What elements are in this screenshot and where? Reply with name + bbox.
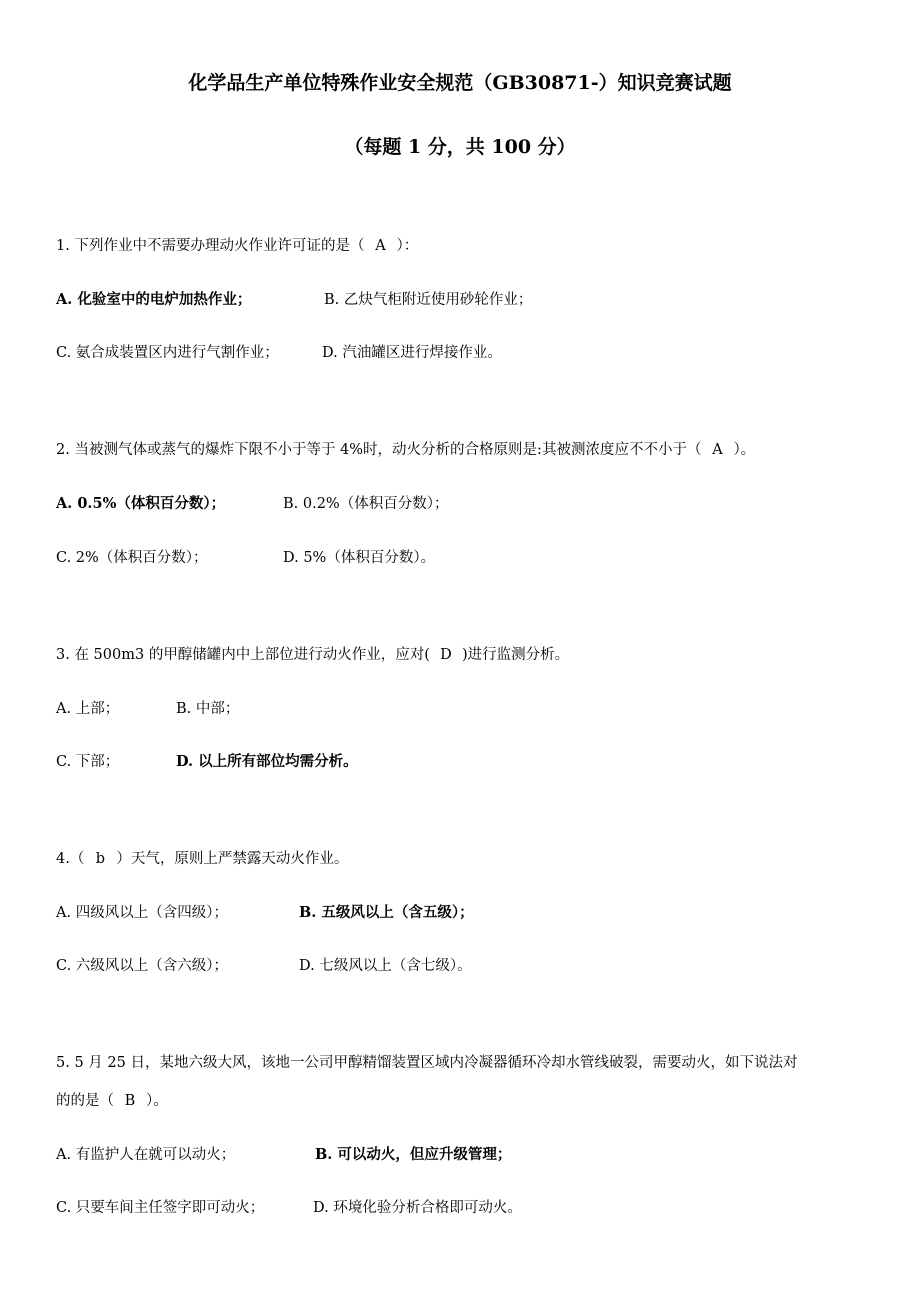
answer-mark: A	[712, 442, 723, 458]
document-subtitle: （每题 1 分，共 100 分）	[344, 136, 576, 158]
question-stem-text: 1. 下列作业中不需要办理动火作业许可证的是（	[56, 238, 365, 254]
question-stem-text: ）。	[146, 1093, 168, 1109]
question-1-stem	[56, 236, 418, 256]
question-stem-text: ）。	[733, 442, 756, 458]
question-3-option-a: A. 上部；	[56, 701, 120, 717]
answer-mark: b	[95, 851, 105, 867]
question-stem-text: 的的是（	[56, 1093, 114, 1109]
question-5-stem-line-2	[56, 1091, 168, 1111]
answer-mark: D	[440, 647, 452, 663]
question-stem-text: )进行监测分析。	[461, 647, 570, 663]
question-4-option-c: C. 六级风以上（含六级）；	[56, 958, 229, 974]
question-5-option-c: C. 只要车间主任签字即可动火；	[56, 1200, 265, 1216]
question-5-option-b: B. 可以动火，但应升级管理；	[315, 1146, 512, 1163]
question-1-option-d: D. 汽油罐区进行焊接作业。	[322, 345, 502, 361]
question-stem-text: 3. 在 500m3 的甲醇储罐内中上部位进行动火作业，应对(	[56, 647, 430, 663]
question-stem-text: 2. 当被测气体或蒸气的爆炸下限不小于等于 4%时，动火分析的合格原则是:其被测浓度应不不小于（	[56, 442, 702, 458]
question-2-option-b: B. 0.2%（体积百分数）；	[283, 496, 449, 512]
question-4-stem	[56, 849, 348, 869]
question-3-option-c: C. 下部；	[56, 754, 120, 770]
question-5-option-d: D. 环境化验分析合格即可动火。	[313, 1200, 522, 1216]
question-4-option-b: B. 五级风以上（含五级）；	[299, 904, 474, 921]
question-3-option-b: B. 中部；	[176, 701, 240, 717]
document-title: 化学品生产单位特殊作业安全规范（GB30871-）知识竞赛试题	[188, 72, 732, 94]
question-5-option-a: A. 有监护人在就可以动火；	[56, 1147, 236, 1163]
question-3-option-d: D. 以上所有部位均需分析。	[176, 753, 358, 770]
question-1-option-b: B. 乙炔气柜附近使用砂轮作业；	[324, 292, 533, 308]
question-2-option-a: A. 0.5%（体积百分数）；	[56, 495, 226, 512]
question-1-option-c: C. 氨合成装置区内进行气割作业；	[56, 345, 279, 361]
question-stem-text: ）：	[396, 238, 419, 254]
question-2-option-d: D. 5%（体积百分数）。	[283, 550, 436, 566]
question-3-stem	[56, 645, 569, 665]
question-5-stem-line-1: 5. 5 月 25 日，某地六级大风，该地一公司甲醇精馏装置区域内冷凝器循环冷却水管线破裂，需要动火，如下说法对	[56, 1055, 798, 1071]
question-4-option-a: A. 四级风以上（含四级）；	[56, 905, 228, 921]
answer-mark: A	[375, 238, 386, 254]
question-stem-text: ）天气，原则上严禁露天动火作业。	[116, 851, 349, 867]
question-stem-text: 4.（	[56, 851, 85, 867]
question-2-stem	[56, 440, 755, 460]
question-4-option-d: D. 七级风以上（含七级）。	[299, 958, 472, 974]
question-1-option-a: A. 化验室中的电炉加热作业；	[56, 291, 252, 308]
question-2-option-c: C. 2%（体积百分数）；	[56, 550, 208, 566]
answer-mark: B	[124, 1093, 136, 1109]
